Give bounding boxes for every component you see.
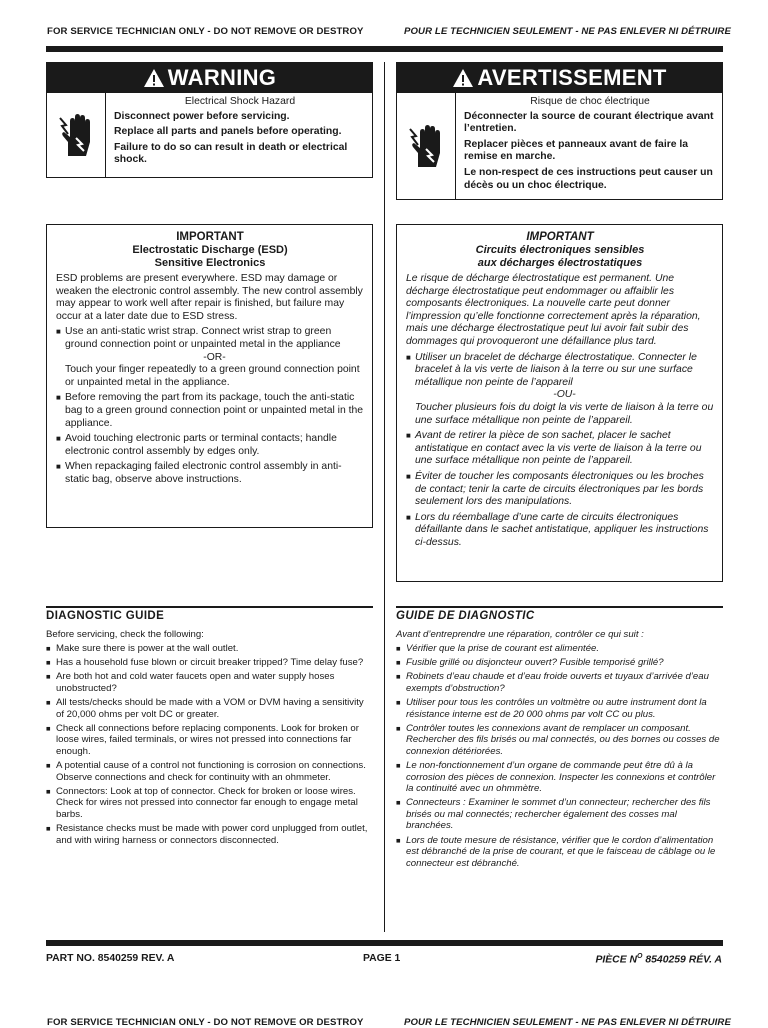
warning-box-fr	[396, 62, 723, 200]
warning-title: WARNING	[167, 65, 277, 90]
list-item-text: Touch your finger repeatedly to a green ground connection point or unpainted metal in the appliance.	[65, 364, 360, 388]
important-subtitle-line: Sensitive Electronics	[154, 256, 266, 269]
list-item	[396, 657, 723, 669]
warning-line: Le non-respect de ces instructions peut causer un décès ou un choc électrique.	[464, 166, 713, 191]
bullet-square-icon: ■	[46, 760, 51, 770]
warning-box-en	[46, 62, 373, 178]
bullet-square-icon: ■	[396, 658, 401, 668]
list-item-text: Fusible grillé ou disjoncteur ouvert? Fusible temporisé grillé?	[406, 657, 664, 669]
or-separator: -OR-	[203, 351, 226, 363]
bullet-square-icon: ■	[46, 786, 51, 796]
list-item	[396, 723, 723, 758]
list-item	[56, 433, 364, 458]
bullet-square-icon: ■	[406, 352, 411, 362]
diagnostic-title-en: DIAGNOSTIC GUIDE	[46, 610, 165, 622]
important-intro: Le risque de décharge électrostatique est permanent. Une décharge électrostatique peut endommager ou affaiblir les composants électroniques. La nouvelle carte peut donner l’impression qu’elle fonctionne correctement après la réparation, mais une décharge électrostatique peut lui avoir fait subir des dommages qui provoqueront une défaillance plus tard.	[406, 273, 701, 347]
list-item	[46, 823, 373, 846]
list-item	[46, 760, 373, 783]
bullet-square-icon: ■	[46, 672, 51, 682]
bullet-square-icon: ■	[396, 723, 401, 733]
warning-line: Replace all parts and panels before operating.	[114, 126, 342, 138]
footer-note-fr: POUR LE TECHNICIEN SEULEMENT - NE PAS ENLEVER NI DÉTRUIRE	[404, 1017, 731, 1028]
bullet-square-icon: ■	[56, 434, 61, 444]
shock-icon-cell	[397, 93, 456, 199]
header-note-fr: POUR LE TECHNICIEN SEULEMENT - NE PAS ENLEVER NI DÉTRUIRE	[404, 26, 731, 37]
warning-header	[397, 63, 722, 93]
important-title: IMPORTANT	[176, 231, 244, 243]
section-rule	[46, 606, 373, 608]
bullet-square-icon: ■	[56, 327, 61, 337]
list-item-text: Robinets d’eau chaude et d’eau froide ouverts et tuyaux d’arrivée d’eau exempts d’obstruction?	[406, 671, 709, 694]
footer-rule	[46, 940, 723, 946]
or-separator: -OU-	[553, 389, 576, 401]
warning-line: Déconnecter la source de courant électrique avant l’entretien.	[464, 110, 714, 135]
list-item	[46, 723, 373, 758]
important-title: IMPORTANT	[526, 231, 594, 243]
bullet-square-icon: ■	[46, 823, 51, 833]
electric-shock-hand-icon	[406, 123, 446, 169]
bullet-square-icon: ■	[46, 697, 51, 707]
list-item	[406, 471, 714, 509]
shock-icon-cell	[47, 93, 106, 177]
warning-line: Disconnect power before servicing.	[114, 110, 290, 122]
warning-triangle-icon	[143, 68, 165, 88]
bullet-square-icon: ■	[56, 393, 61, 403]
list-item-text: A potential cause of a control not functioning is corrosion on connections. Observe connections and check for continuity with an ohmmeter.	[56, 759, 366, 783]
list-item	[396, 671, 723, 694]
list-item-text: Has a household fuse blown or circuit breaker tripped? Time delay fuse?	[56, 657, 364, 669]
list-item-text: Connecteurs : Examiner le sommet d’un connecteur; rechercher des fils brisés ou mal connectés; rechercher également des cosses mal branchées.	[406, 797, 711, 832]
section-rule	[396, 606, 723, 608]
bullet-square-icon: ■	[396, 760, 401, 770]
list-item-text: Toucher plusieurs fois du doigt la vis verte de liaison à la terre ou une surface métallique non peinte de l’appareil.	[415, 401, 714, 426]
list-item-text: When repackaging failed electronic control assembly in anti-static bag, observe above instructions.	[65, 461, 342, 485]
list-item	[396, 697, 723, 720]
list-item	[396, 643, 723, 655]
list-item	[396, 797, 723, 832]
bullet-square-icon: ■	[396, 835, 401, 845]
part-number-en: PART NO. 8540259 REV. A	[46, 953, 175, 964]
bullet-square-icon: ■	[396, 798, 401, 808]
list-item	[46, 697, 373, 720]
part-number-fr-label: PIÈCE N	[595, 954, 638, 966]
list-item-text: Make sure there is power at the wall outlet.	[56, 643, 239, 655]
important-box-en	[46, 224, 373, 528]
list-item	[56, 461, 364, 486]
warning-title: AVERTISSEMENT	[477, 65, 667, 90]
list-item	[46, 786, 373, 821]
column-divider	[384, 62, 385, 932]
header-note-en: FOR SERVICE TECHNICIAN ONLY - DO NOT REMOVE OR DESTROY	[47, 26, 364, 37]
electric-shock-hand-icon	[56, 112, 96, 158]
list-item-text: Contrôler toutes les connexions avant de remplacer un composant. Rechercher des fils brisés ou mal connectés, ou des bornes ou cosses de connexion détériorées.	[406, 722, 720, 757]
list-item-text: Resistance checks must be made with power cord unplugged from outlet, and with wiring harness or connectors disconnected.	[56, 822, 368, 846]
list-item	[56, 326, 364, 389]
bullet-square-icon: ■	[406, 512, 411, 522]
list-item	[46, 671, 373, 694]
list-item	[46, 657, 373, 669]
list-item-text: Utiliser un bracelet de décharge électrostatique. Connecter le bracelet à la vis verte de liaison à la terre ou sur une surface métallique non peinte de l’appareil	[415, 351, 697, 388]
list-item-text: Éviter de toucher les composants électroniques ou les broches de contact; tenir la carte de circuits électroniques par les bords seulement lors des manipulations.	[415, 470, 704, 508]
bullet-square-icon: ■	[46, 723, 51, 733]
important-subtitle-line: Electrostatic Discharge (ESD)	[132, 244, 288, 256]
part-number-fr-value: 8540259 RÉV. A	[642, 954, 722, 966]
list-item-text: Utiliser pour tous les contrôles un voltmètre ou autre instrument dont la résistance interne est de 20 000 ohms par volt CC ou plus.	[406, 696, 707, 720]
list-item-text: All tests/checks should be made with a VOM or DVM having a sensitivity of 20,000 ohms per volt DC or greater.	[56, 696, 364, 720]
list-item	[396, 835, 723, 870]
list-item-text: Use an anti-static wrist strap. Connect wrist strap to green ground connection point or unpainted metal in the appliance	[65, 326, 341, 350]
list-item-text: Avant de retirer la pièce de son sachet, placer le sachet antistatique en contact avec la vis verte de liaison à la terre ou une surface métallique non peinte de l’appareil.	[415, 430, 702, 467]
top-rule	[46, 46, 723, 52]
list-item-text: Le non-fonctionnement d’un organe de commande peut être dû à la corrosion des pièces de connexion. Inspecter les connexions et contrôler la continuité avec un ohmmètre.	[406, 759, 716, 795]
list-item-text: Connectors: Look at top of connector. Check for broken or loose wires. Check for wires not pressed into connector far enough to engage metal barbs.	[56, 785, 358, 820]
warning-header	[47, 63, 372, 93]
bullet-square-icon: ■	[46, 658, 51, 668]
list-item-text: Check all connections before replacing components. Look for broken or loose wires, failed terminals, or wires not pressed into connections far enough.	[56, 722, 359, 757]
warning-line: Replacer pièces et panneaux avant de faire la remise en marche.	[464, 138, 689, 163]
bullet-square-icon: ■	[46, 644, 51, 654]
important-subtitle-line: aux décharges électrostatiques	[477, 256, 643, 269]
diagnostic-intro: Avant d’entreprendre une réparation, contrôler ce qui suit :	[396, 629, 644, 640]
list-item	[406, 352, 714, 428]
part-number-fr-sup: O	[637, 953, 643, 960]
list-item	[46, 643, 373, 655]
list-item	[396, 760, 723, 795]
warning-hazard: Risque de choc électrique	[530, 96, 650, 107]
important-intro: ESD problems are present everywhere. ESD may damage or weaken the electronic control assembly. The new control assembly may appear to work well after repair is finished, but failure may occur at a later date due to ESD stress.	[56, 273, 363, 322]
diagnostic-intro: Before servicing, check the following:	[46, 629, 204, 640]
list-item-text: Before removing the part from its package, touch the anti-static bag to a green ground connection point or unpainted metal in the appliance.	[65, 392, 364, 429]
important-box-fr	[396, 224, 723, 582]
important-subtitle	[56, 244, 364, 269]
list-item-text: Are both hot and cold water faucets open and water supply hoses unobstructed?	[56, 671, 335, 694]
bullet-square-icon: ■	[396, 697, 401, 707]
bullet-square-icon: ■	[406, 431, 411, 441]
part-number-fr	[595, 953, 722, 965]
list-item	[406, 512, 714, 550]
list-item	[406, 430, 714, 468]
page-number: PAGE 1	[363, 953, 401, 964]
important-subtitle-line: Circuits électroniques sensibles	[475, 244, 645, 256]
diagnostic-list-fr	[396, 629, 723, 869]
warning-triangle-icon	[452, 68, 474, 88]
warning-line: Failure to do so can result in death or electrical shock.	[114, 141, 348, 166]
list-item-text: Lors du réemballage d’une carte de circuits électroniques défaillante dans le sachet antistatique, appliquer les instructions ci-dessus.	[415, 511, 709, 548]
list-item	[56, 392, 364, 430]
list-item-text: Avoid touching electronic parts or terminal contacts; handle electronic control assembly by edges only.	[65, 433, 337, 457]
important-subtitle	[406, 244, 714, 269]
list-item-text: Vérifier que la prise de courant est alimentée.	[406, 643, 600, 655]
bullet-square-icon: ■	[56, 462, 61, 472]
list-item-text: Lors de toute mesure de résistance, vérifier que le cordon d’alimentation est débranché de la prise de courant, et que le faisceau de câblage ou le connecteur est débranché.	[406, 834, 716, 869]
warning-hazard: Electrical Shock Hazard	[184, 96, 296, 107]
diagnostic-title-fr: GUIDE DE DIAGNOSTIC	[396, 610, 535, 622]
footer-note-en: FOR SERVICE TECHNICIAN ONLY - DO NOT REMOVE OR DESTROY	[47, 1017, 364, 1028]
diagnostic-list-en	[46, 629, 373, 846]
bullet-square-icon: ■	[396, 644, 401, 654]
bullet-square-icon: ■	[406, 471, 411, 481]
bullet-square-icon: ■	[396, 672, 401, 682]
